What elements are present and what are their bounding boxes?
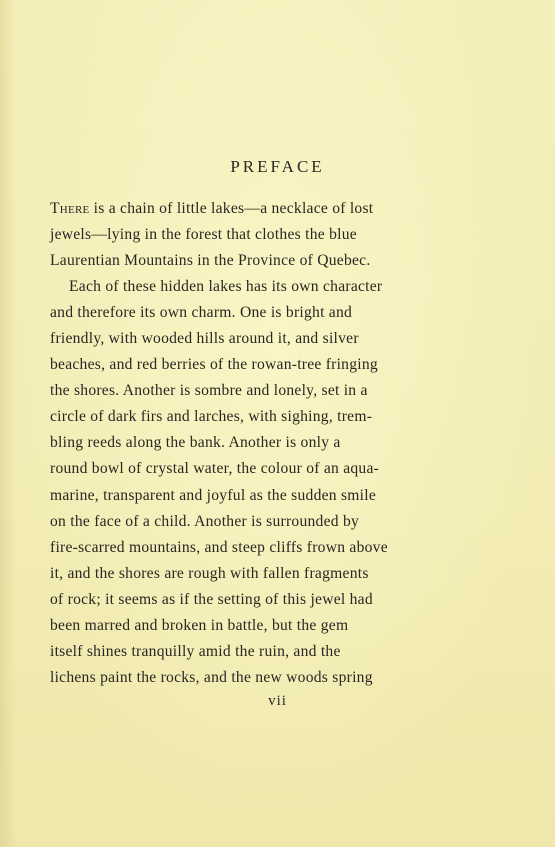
text-line-5: and therefore its own charm. One is bright and <box>50 304 353 322</box>
page-edge-shading <box>0 0 16 847</box>
text-line-17: been marred and broken in battle, but the gem <box>50 616 349 634</box>
text-line-19: lichens paint the rocks, and the new woods spring <box>50 668 373 686</box>
opening-line <box>50 196 373 222</box>
text-line-4: Each of these hidden lakes has its own character <box>69 278 383 296</box>
text-line-6: friendly, with wooded hills around it, and silver <box>50 330 359 348</box>
text-line-16: of rock; it seems as if the setting of this jewel had <box>50 590 373 608</box>
text-line-10: bling reeds along the bank. Another is only a <box>50 434 341 452</box>
preface-text <box>50 196 455 691</box>
line-text: is a chain of little lakes—a necklace of lost <box>89 200 374 217</box>
text-line-18: itself shines tranquilly amid the ruin, and the <box>50 642 341 660</box>
text-line-3: Laurentian Mountains in the Province of Quebec. <box>50 252 371 270</box>
text-line-1 <box>50 196 455 222</box>
page-number: vii <box>268 693 287 709</box>
text-line-13: on the face of a child. Another is surrounded by <box>50 512 360 530</box>
page-heading: PREFACE <box>230 157 325 176</box>
text-line-2: jewels—lying in the forest that clothes the blue <box>50 226 357 244</box>
text-line-12: marine, transparent and joyful as the sudden smile <box>50 486 377 504</box>
text-line-14: fire-scarred mountains, and steep cliffs frown above <box>50 538 388 556</box>
text-line-9: circle of dark firs and larches, with sighing, trem- <box>50 408 373 426</box>
drop-word: There <box>50 200 90 217</box>
text-line-8: the shores. Another is sombre and lonely, set in a <box>50 382 368 400</box>
text-line-15: it, and the shores are rough with fallen fragments <box>50 564 369 582</box>
text-line-7: beaches, and red berries of the rowan-tree fringing <box>50 356 378 374</box>
text-line-11: round bowl of crystal water, the colour of an aqua- <box>50 460 380 478</box>
